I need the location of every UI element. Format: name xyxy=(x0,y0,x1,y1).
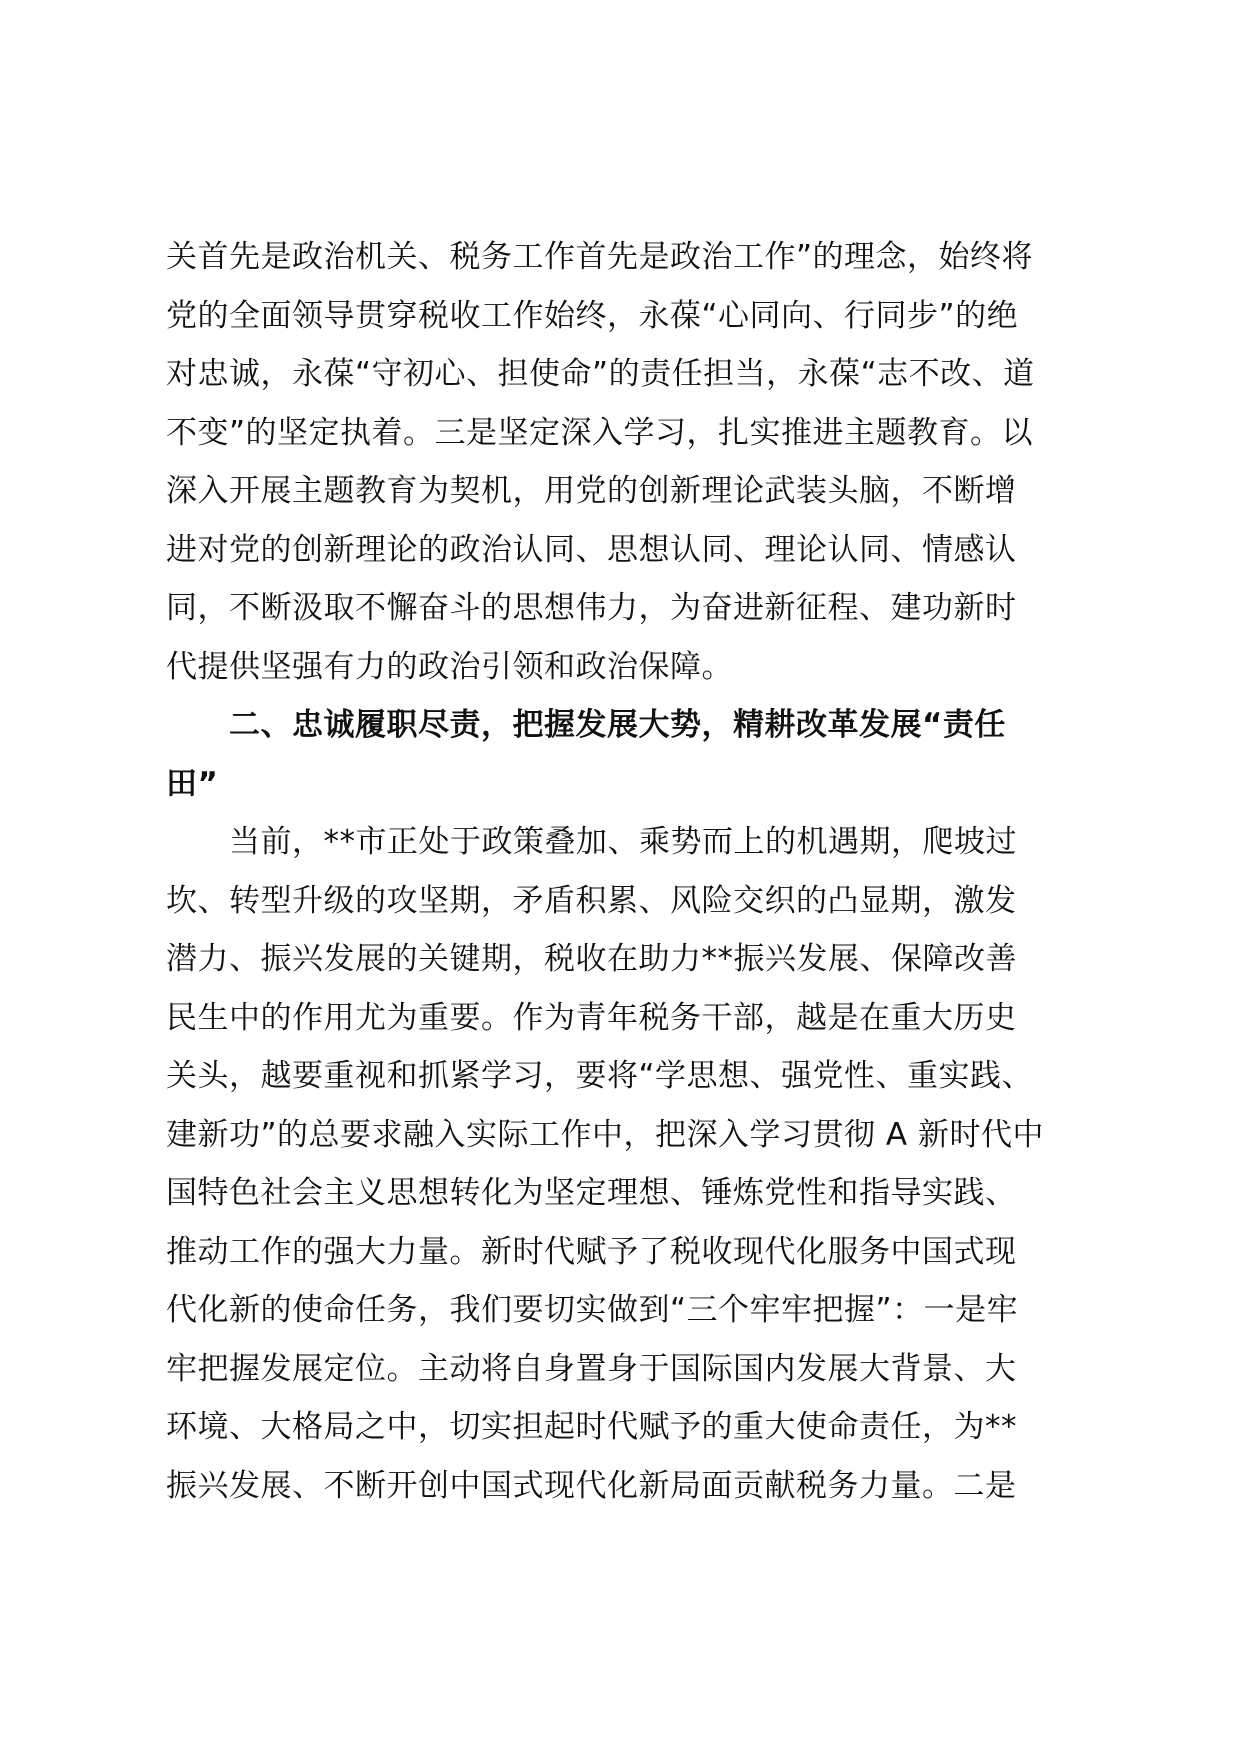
text-line: 代提供坚强有力的政治引领和政治保障。 xyxy=(166,648,733,685)
text-line: 振兴发展、不断开创中国式现代化新局面贡献税务力量。二是 xyxy=(166,1467,1017,1504)
text-line: 推动工作的强大力量。新时代赋予了税收现代化服务中国式现 xyxy=(166,1233,1017,1270)
text-line: 关头，越要重视和抓紧学习，要将“学思想、强党性、重实践、 xyxy=(166,1058,1034,1094)
section-heading-line: 田” xyxy=(166,765,219,802)
text-line: 代化新的使命任务，我们要切实做到“三个牢牢把握”：一是牢 xyxy=(166,1292,1019,1328)
text-line: 当前，**市正处于政策叠加、乘势而上的机遇期，爬坡过 xyxy=(166,824,1017,860)
text-line: 关首先是政治机关、税务工作首先是政治工作”的理念，始终将 xyxy=(166,239,1034,275)
text-line: 进对党的创新理论的政治认同、思想认同、理论认同、情感认 xyxy=(166,531,1017,568)
text-line: 深入开展主题教育为契机，用党的创新理论武装头脑，不断增 xyxy=(166,473,1017,509)
text-line: 党的全面领导贯穿税收工作始终，永葆“心同向、行同步”的绝 xyxy=(166,297,1019,334)
body-text xyxy=(166,228,1086,1515)
text-line: 同，不断汲取不懈奋斗的思想伟力，为奋进新征程、建功新时 xyxy=(166,590,1017,626)
text-line: 建新功”的总要求融入实际工作中，把深入学习贯彻 A 新时代中 xyxy=(166,1116,1044,1153)
text-line: 牢把握发展定位。主动将自身置身于国际国内发展大背景、大 xyxy=(166,1350,1017,1387)
text-line: 环境、大格局之中，切实担起时代赋予的重大使命责任，为** xyxy=(166,1409,1017,1445)
text-line: 潜力、振兴发展的关键期，税收在助力**振兴发展、保障改善 xyxy=(166,941,1017,977)
section-heading-line: 二、忠诚履职尽责，把握发展大势，精耕改革发展“责任 xyxy=(166,707,1006,743)
text-line: 对忠诚，永葆“守初心、担使命”的责任担当，永葆“志不改、道 xyxy=(166,356,1035,392)
text-line: 坎、转型升级的攻坚期，矛盾积累、风险交织的凸显期，激发 xyxy=(166,882,1017,919)
text-line: 国特色社会主义思想转化为坚定理想、锤炼党性和指导实践、 xyxy=(166,1175,1017,1211)
text-line: 不变”的坚定执着。三是坚定深入学习，扎实推进主题教育。以 xyxy=(166,414,1034,451)
text-line: 民生中的作用尤为重要。作为青年税务干部，越是在重大历史 xyxy=(166,999,1017,1036)
